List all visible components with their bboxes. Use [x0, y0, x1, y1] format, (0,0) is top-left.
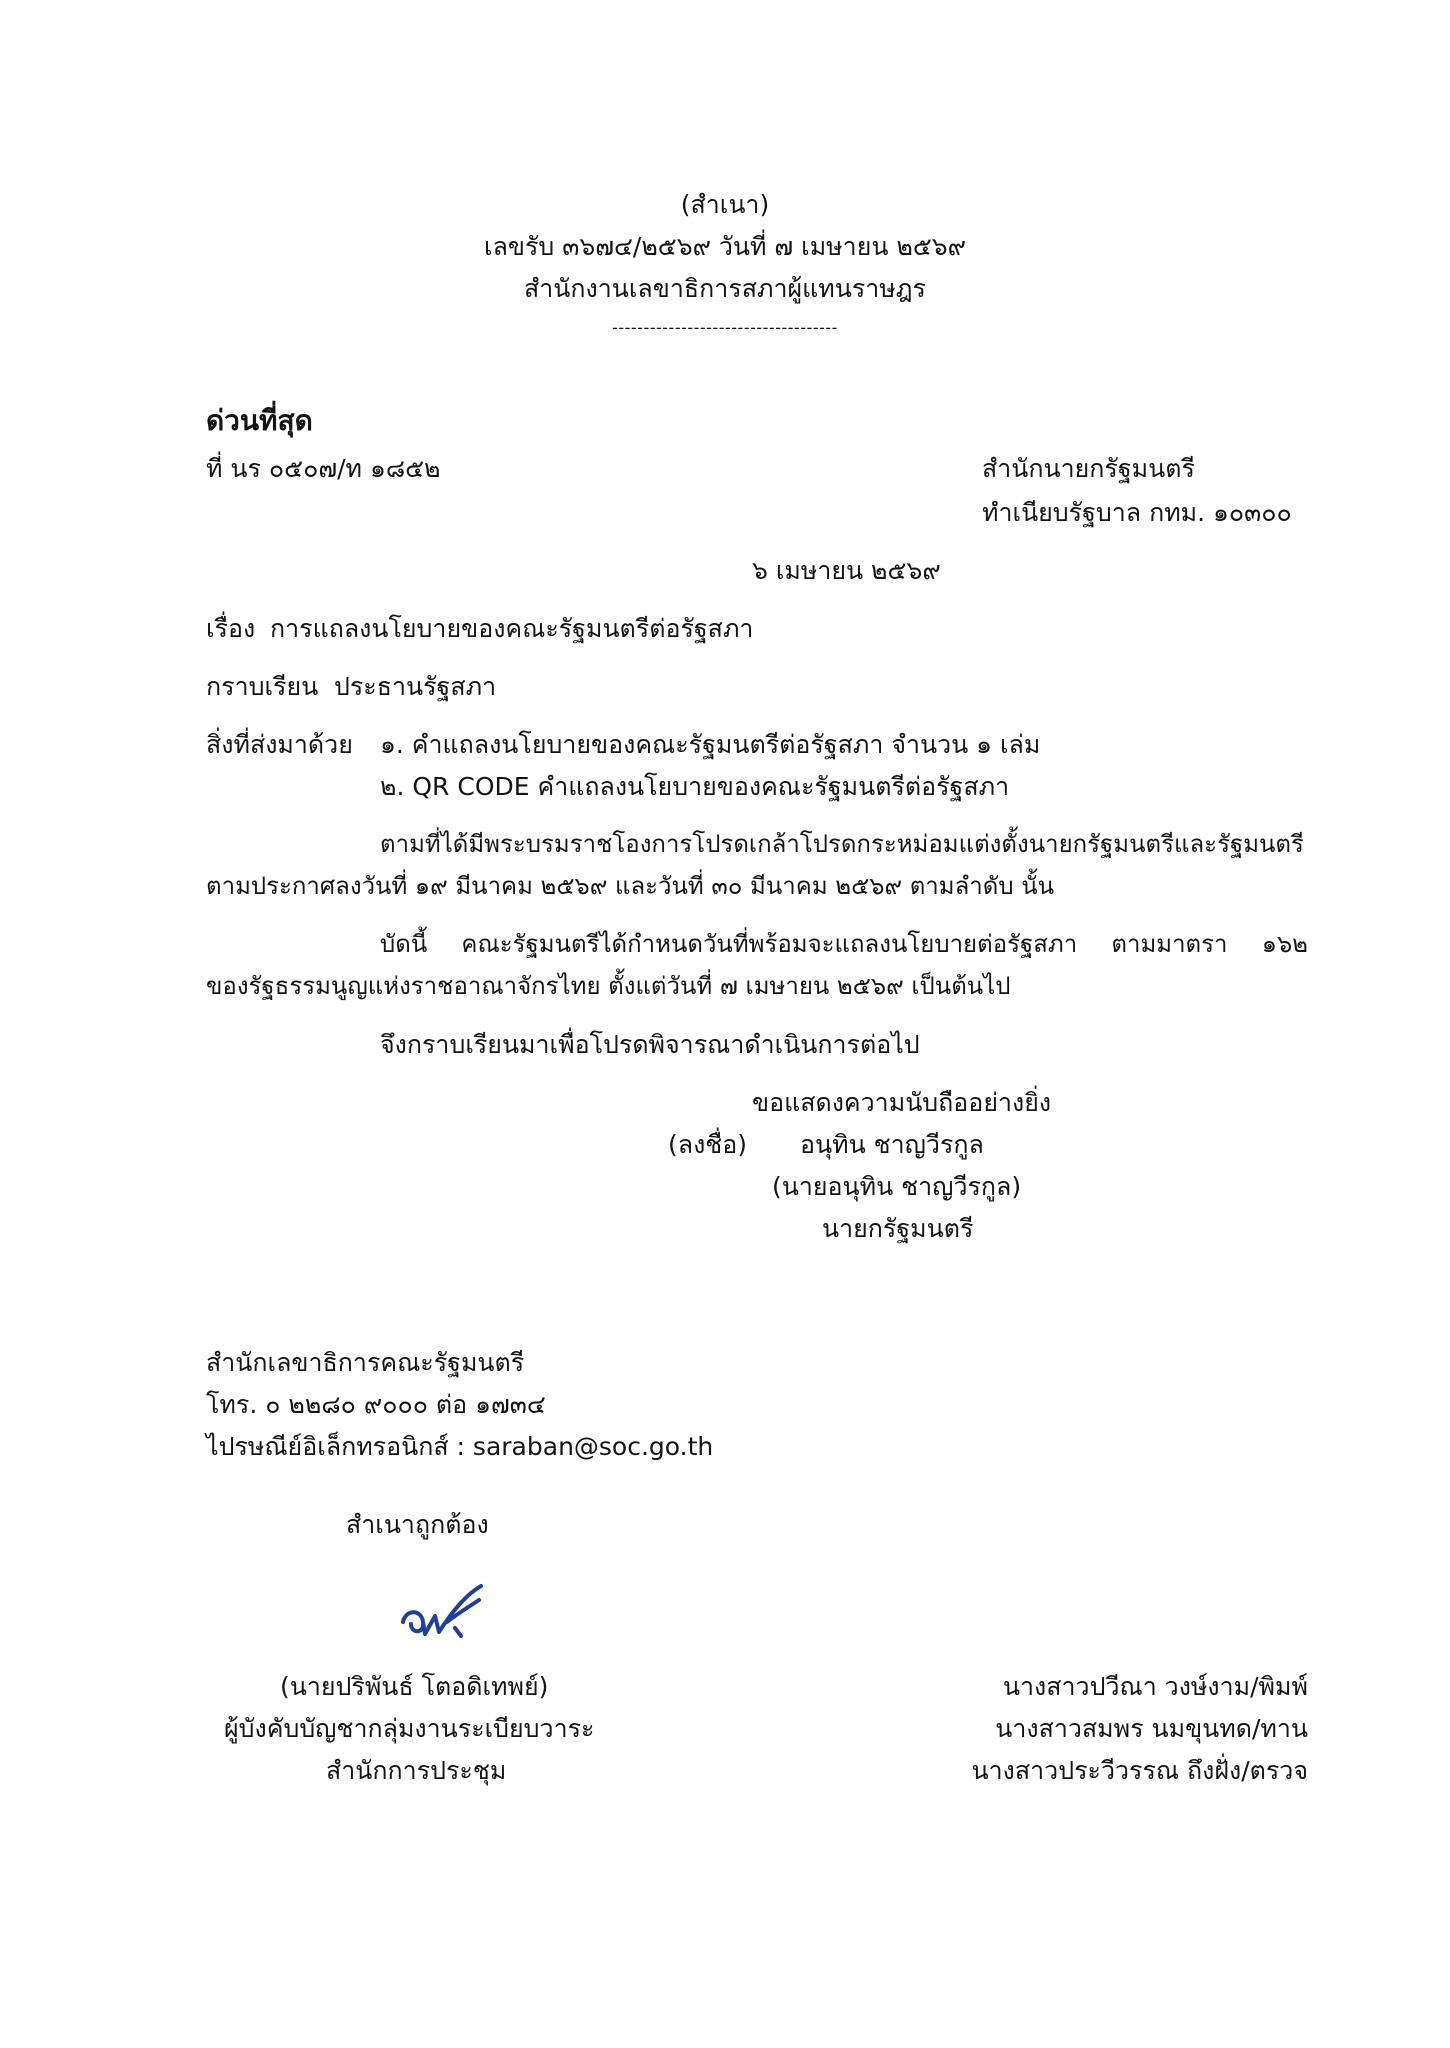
enclosure-item: ๑. คำแถลงนโยบายของคณะรัฐมนตรีต่อรัฐสภา จำนวน ๑ เล่ม: [380, 730, 1041, 759]
certified-copy-label: สำเนาถูกต้อง: [346, 1510, 489, 1539]
sender-address: ทำเนียบรัฐบาล กทม. ๑๐๓๐๐: [982, 498, 1292, 527]
reference-number: ที่ นร ๐๕๐๗/ท ๑๘๕๒: [206, 454, 441, 483]
contact-email: ไปรษณีย์อิเล็กทรอนิกส์ : saraban@soc.go.th: [206, 1432, 714, 1461]
contact-office: สำนักเลขาธิการคณะรัฐมนตรี: [206, 1348, 525, 1377]
receiving-office: สำนักงานเลขาธิการสภาผู้แทนราษฎร: [524, 274, 926, 303]
salutation-label: กราบเรียน: [206, 672, 319, 701]
signed-label: (ลงชื่อ): [668, 1130, 748, 1159]
body-paragraph-2-line-1: บัดนี้ คณะรัฐมนตรีได้กำหนดวันที่พร้อมจะแถลงนโยบายต่อรัฐสภา ตามมาตรา ๑๖๒: [380, 930, 1308, 958]
certifier-unit: สำนักการประชุม: [326, 1756, 507, 1785]
enclosure-item: ๒. QR CODE คำแถลงนโยบายของคณะรัฐมนตรีต่อรัฐสภา: [380, 772, 1010, 801]
subject-label: เรื่อง: [206, 614, 256, 643]
copy-label: (สำเนา): [680, 190, 770, 219]
body-paragraph-1-line-2: ตามประกาศลงวันที่ ๑๙ มีนาคม ๒๕๖๙ และวันที่ ๓๐ มีนาคม ๒๕๖๙ ตามลำดับ นั้น: [206, 872, 1055, 900]
body-paragraph-3: จึงกราบเรียนมาเพื่อโปรดพิจารณาดำเนินการต่อไป: [380, 1030, 920, 1059]
staff-proofreader: นางสาวสมพร นมขุนทด/ทาน: [995, 1714, 1308, 1743]
subject-text: การแถลงนโยบายของคณะรัฐมนตรีต่อรัฐสภา: [270, 614, 754, 643]
certifier-name: (นายปริพันธ์ โตอดิเทพย์): [280, 1672, 549, 1701]
certifier-position: ผู้บังคับบัญชากลุ่มงานระเบียบวาระ: [224, 1714, 595, 1743]
letter-date: ๖ เมษายน ๒๕๖๙: [752, 556, 941, 585]
staff-typist: นางสาวปวีณา วงษ์งาม/พิมพ์: [1002, 1672, 1308, 1701]
receipt-line: เลขรับ ๓๖๗๔/๒๕๖๙ วันที่ ๗ เมษายน ๒๕๖๙: [484, 232, 966, 261]
staff-checker: นางสาวประวีวรรณ ถึงฝั่ง/ตรวจ: [971, 1756, 1308, 1785]
signatory-name: อนุทิน ชาญวีรกูล: [800, 1130, 984, 1159]
signatory-title: นายกรัฐมนตรี: [822, 1214, 974, 1243]
body-paragraph-1-line-1: ตามที่ได้มีพระบรมราชโองการโปรดเกล้าโปรดกระหม่อมแต่งตั้งนายกรัฐมนตรีและรัฐมนตรี: [380, 830, 1304, 858]
handwritten-signature: [395, 1582, 495, 1644]
sender-office: สำนักนายกรัฐมนตรี: [982, 454, 1195, 483]
addressee: ประธานรัฐสภา: [334, 672, 497, 701]
header-divider: ------------------------------------: [612, 318, 838, 337]
body-paragraph-2-line-2: ของรัฐธรรมนูญแห่งราชอาณาจักรไทย ตั้งแต่วันที่ ๗ เมษายน ๒๕๖๙ เป็นต้นไป: [206, 972, 1011, 1000]
enclosure-label: สิ่งที่ส่งมาด้วย: [206, 730, 353, 759]
signatory-full-name: (นายอนุทิน ชาญวีรกูล): [772, 1172, 1022, 1201]
urgency-label: ด่วนที่สุด: [206, 404, 313, 437]
contact-phone: โทร. ๐ ๒๒๘๐ ๙๐๐๐ ต่อ ๑๗๓๔: [206, 1390, 546, 1419]
closing-phrase: ขอแสดงความนับถืออย่างยิ่ง: [752, 1088, 1052, 1117]
